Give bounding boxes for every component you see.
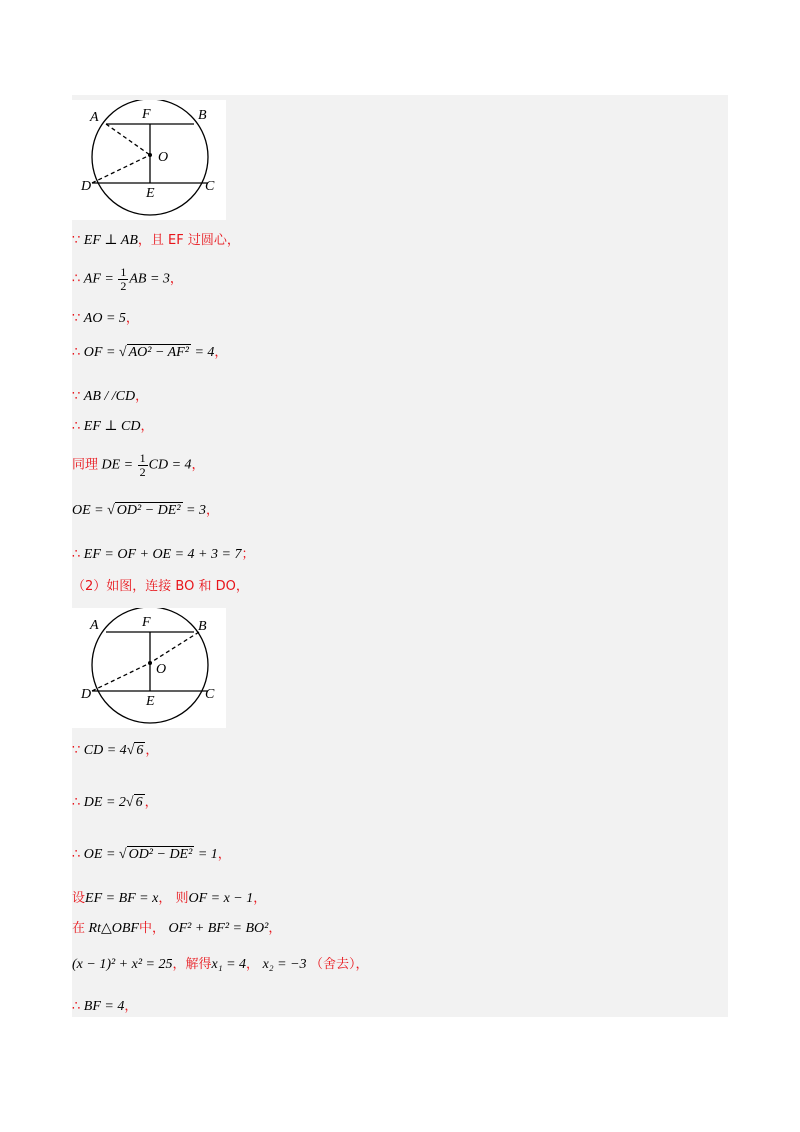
- label-f: F: [142, 107, 151, 122]
- label-a: A: [90, 110, 99, 125]
- p1-line-3: ∵ AO = 5，: [72, 311, 139, 326]
- p1-line-6: ∴ EF ⊥ CD，: [72, 419, 154, 434]
- label-e: E: [146, 186, 155, 201]
- p2-heading: （2）如图，连接 BO 和 DO，: [72, 579, 249, 594]
- label-b: B: [198, 619, 207, 634]
- p1-line-8: OE = √ OD² − DE² = 3，: [72, 503, 219, 518]
- label-b: B: [198, 108, 207, 123]
- label-o: O: [158, 150, 169, 165]
- p2-line-3: ∴ OE = √ OD² − DE² = 1，: [72, 847, 231, 862]
- p2-line-2: ∴ DE = 2√ 6 ，: [72, 795, 158, 810]
- p1-line-5: ∵ AB / /CD，: [72, 389, 149, 404]
- p1-line-4: ∴ OF = √ AO² − AF² = 4，: [72, 345, 228, 360]
- p1-line-2: ∴ AF = $\frac{1}{2}$ AB = 3，: [72, 265, 183, 293]
- p1-line-9: ∴ EF = OF + OE = 4 + 3 = 7；: [72, 547, 255, 562]
- label-o: O: [156, 662, 167, 677]
- p2-line-5: 在 Rt△OBF中， OF² + BF² = BO²，: [72, 921, 282, 936]
- label-e: E: [146, 694, 155, 709]
- circle-diagram-2: [72, 608, 226, 728]
- p2-line-1: ∵ CD = 4√ 6 ，: [72, 743, 159, 758]
- label-c: C: [205, 179, 215, 194]
- p1-line-7: 同理 DE = $\frac{1}{2}$ CD = 4，: [72, 451, 205, 479]
- p2-line-7: ∴ BF = 4，: [72, 999, 138, 1014]
- label-c: C: [205, 687, 215, 702]
- p1-line-1: ∵ EF ⊥ AB，且 EF 过圆心，: [72, 233, 240, 248]
- label-a: A: [90, 618, 99, 633]
- label-d: D: [81, 687, 92, 702]
- label-f: F: [142, 615, 151, 630]
- p2-line-4: 设EF = BF = x， 则OF = x − 1，: [72, 891, 267, 906]
- circle-diagram-1: [72, 100, 226, 220]
- p2-line-6: (x − 1)² + x² = 25，解得x₁ = 4， x₂ = −3 （舍去），: [72, 957, 369, 972]
- label-d: D: [81, 179, 92, 194]
